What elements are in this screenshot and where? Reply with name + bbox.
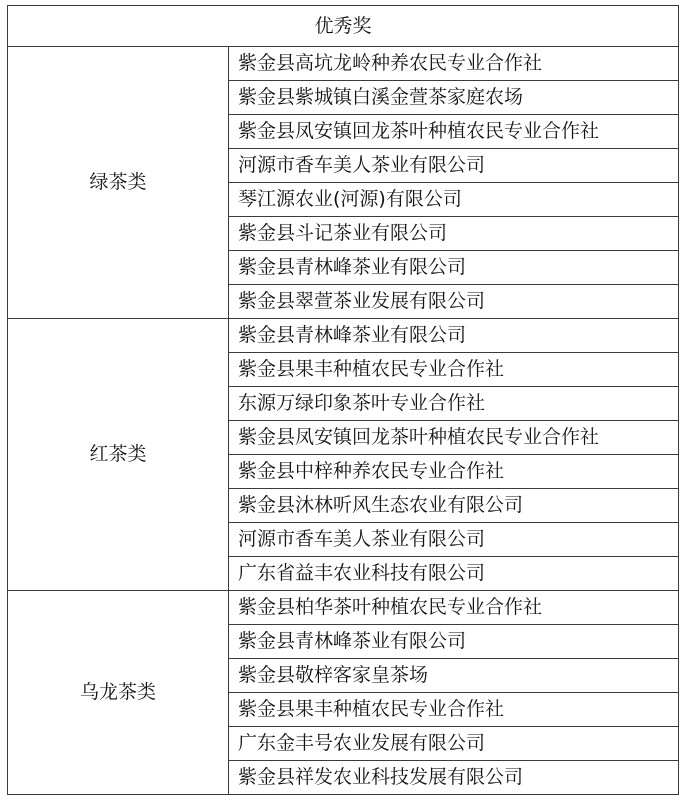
winner-cell: 琴江源农业(河源)有限公司 xyxy=(229,183,679,217)
category-cell-black-tea: 红茶类 xyxy=(8,319,229,591)
winner-cell: 紫金县高坑龙岭种养农民专业合作社 xyxy=(229,47,679,81)
winner-cell: 紫金县祥发农业科技发展有限公司 xyxy=(229,761,679,795)
winner-cell: 河源市香车美人茶业有限公司 xyxy=(229,149,679,183)
winner-cell: 紫金县青林峰茶业有限公司 xyxy=(229,319,679,353)
winner-cell: 紫金县沐林听风生态农业有限公司 xyxy=(229,489,679,523)
award-table xyxy=(7,5,679,795)
winner-cell: 广东金丰号农业发展有限公司 xyxy=(229,727,679,761)
table-title: 优秀奖 xyxy=(8,6,679,47)
category-cell-oolong-tea: 乌龙茶类 xyxy=(8,591,229,795)
winner-cell: 广东省益丰农业科技有限公司 xyxy=(229,557,679,591)
table-row xyxy=(8,47,679,81)
winner-cell: 河源市香车美人茶业有限公司 xyxy=(229,523,679,557)
table-row xyxy=(8,591,679,625)
award-list xyxy=(7,5,678,795)
winner-cell: 紫金县翠萱茶业发展有限公司 xyxy=(229,285,679,319)
category-cell-green-tea: 绿茶类 xyxy=(8,47,229,319)
winner-cell: 紫金县紫城镇白溪金萱茶家庭农场 xyxy=(229,81,679,115)
winner-cell: 紫金县果丰种植农民专业合作社 xyxy=(229,693,679,727)
winner-cell: 紫金县柏华茶叶种植农民专业合作社 xyxy=(229,591,679,625)
winner-cell: 紫金县果丰种植农民专业合作社 xyxy=(229,353,679,387)
winner-cell: 紫金县青林峰茶业有限公司 xyxy=(229,251,679,285)
winner-cell: 紫金县中梓种养农民专业合作社 xyxy=(229,455,679,489)
winner-cell: 紫金县凤安镇回龙茶叶种植农民专业合作社 xyxy=(229,421,679,455)
header-row xyxy=(8,6,679,47)
winner-cell: 紫金县斗记茶业有限公司 xyxy=(229,217,679,251)
winner-cell: 紫金县凤安镇回龙茶叶种植农民专业合作社 xyxy=(229,115,679,149)
winner-cell: 紫金县青林峰茶业有限公司 xyxy=(229,625,679,659)
winner-cell: 紫金县敬梓客家皇茶场 xyxy=(229,659,679,693)
winner-cell: 东源万绿印象茶叶专业合作社 xyxy=(229,387,679,421)
table-row xyxy=(8,319,679,353)
